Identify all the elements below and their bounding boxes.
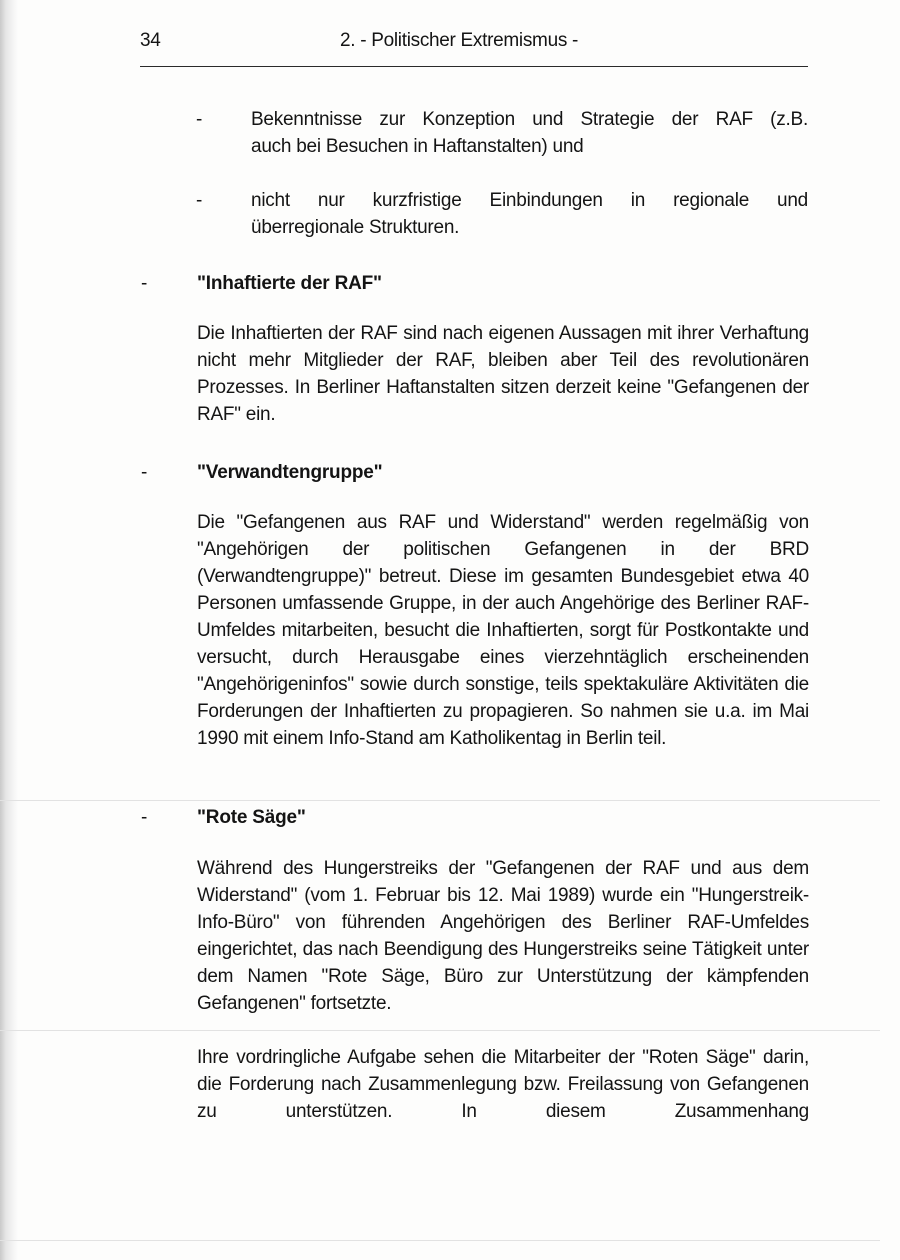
scan-shadow — [0, 0, 18, 1260]
section-body-rote-saege-2 — [197, 1044, 809, 1125]
bullet-dash: - — [196, 109, 203, 130]
bullet-line: auch bei Besuchen in Haftanstalten) und — [251, 136, 584, 157]
bullet-line: Bekenntnisse zur Konzeption und Strategie der RAF (z.B. — [251, 109, 808, 130]
section-heading-verwandtengruppe: "Verwandtengruppe" — [197, 462, 383, 483]
scan-artifact-line — [0, 800, 880, 801]
section-dash: - — [141, 273, 148, 294]
page-number: 34 — [140, 30, 161, 51]
section-dash: - — [141, 807, 148, 828]
page-header — [140, 30, 808, 58]
bullet-item — [251, 187, 808, 241]
bullet-line: nicht nur kurzfristige Einbindungen in regionale und — [251, 190, 808, 211]
paragraph: Die Inhaftierten der RAF sind nach eigenen Aussagen mit ihrer Verhaftung nicht mehr Mitglieder der RAF, bleiben aber Teil des revolutionären Prozesses. In Berliner Haftanstalten sitzen derzeit keine "Gefangenen der RAF" ein. — [197, 323, 809, 425]
paragraph: Die "Gefangenen aus RAF und Widerstand" werden regelmäßig von "Angehörigen der politischen Gefangenen in der BRD (Verwandtengruppe)" betreut. Diese im gesamten Bundesgebiet etwa 40 Personen umfassende Gruppe, in der auch Angehörige des Berliner RAF-Umfeldes mitarbeiten, besucht die Inhaftierten, sorgt für Postkontakte und versucht, durch Herausgabe eines vierzehntäglich erscheinenden "Angehörigeninfos" sowie durch sonstige, teils spektakuläre Aktivitäten die Forderungen der Inhaftierten zu propagieren. So nahmen sie u.a. im Mai 1990 mit einem Info-Stand am Katholikentag in Berlin teil. — [197, 512, 809, 749]
bullet-item — [251, 106, 808, 160]
section-body-verwandtengruppe — [197, 509, 809, 752]
bullet-line: überregionale Strukturen. — [251, 217, 460, 238]
section-heading-inhaftierte: "Inhaftierte der RAF" — [197, 273, 382, 294]
paragraph: Während des Hungerstreiks der "Gefangenen der RAF und aus dem Widerstand" (vom 1. Februar bis 12. Mai 1989) wurde ein "Hungerstreik-Info-Büro" von führenden Angehörigen des Berliner RAF-Umfeldes eingerichtet, das nach Beendigung des Hungerstreiks seine Tätigkeit unter dem Namen "Rote Säge, Büro zur Unterstützung der kämpfenden Gefangenen" fortsetzte. — [197, 858, 809, 1014]
paragraph: Ihre vordringliche Aufgabe sehen die Mitarbeiter der "Roten Säge" darin, die Forderung nach Zusammenlegung bzw. Freilassung von Gefangenen zu unterstützen. In diesem Zusammenhang — [197, 1047, 809, 1122]
section-body-rote-saege — [197, 855, 809, 1017]
section-dash: - — [141, 462, 148, 483]
section-body-inhaftierte — [197, 320, 809, 428]
bullet-dash: - — [196, 190, 203, 211]
running-title: 2. - Politischer Extremismus - — [340, 30, 579, 51]
scan-artifact-line — [0, 1030, 880, 1031]
scan-artifact-line — [0, 1240, 880, 1241]
header-rule — [140, 66, 808, 67]
section-heading-rote-saege: "Rote Säge" — [197, 807, 306, 828]
